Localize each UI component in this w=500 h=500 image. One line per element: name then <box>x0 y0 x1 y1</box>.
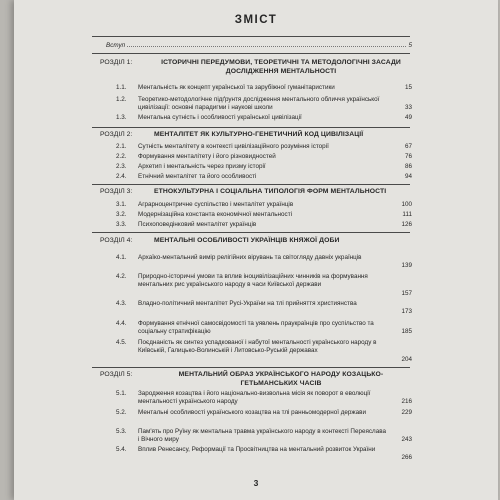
entry-number: 2.4. <box>116 173 127 180</box>
section-title: ЕТНОКУЛЬТУРНА І СОЦІАЛЬНА ТИПОЛОГІЯ ФОРМ МЕНТАЛЬНОСТІ <box>154 188 387 195</box>
entry-title: Сутність менталітету в контексті цивілізаційного розуміння історії <box>138 143 329 150</box>
divider <box>92 127 410 128</box>
entry-number: 3.2. <box>116 211 127 218</box>
entry-title: Природно-історичні умови та вплив іноцивілізаційних чинників на формування ментальних рис українського народу в часи Київської держави <box>138 273 368 289</box>
dot-leader <box>127 42 406 47</box>
divider <box>92 232 410 233</box>
entry-title: Ментальні особливості українського козацтва на тлі ранньомодерної держави <box>138 409 366 416</box>
entry-number: 5.1. <box>116 390 127 397</box>
entry-title: Пам'ять про Руїну як ментальна травма українського народу в контексті Переяслава і Вічного миру <box>138 428 386 444</box>
entry-page: 216 <box>401 398 412 405</box>
entry-page: 204 <box>401 356 412 363</box>
entry-number: 1.2. <box>116 96 127 103</box>
entry-page: 139 <box>401 262 412 269</box>
entry-page: 229 <box>401 409 412 416</box>
entry-title: Формування етнічної самосвідомості та уявлень праукраїнців про суспільство та соціальну стратифікацію <box>138 320 374 336</box>
section-number: РОЗДІЛ 5: <box>100 371 133 378</box>
book-page <box>14 0 498 500</box>
divider <box>92 36 410 37</box>
entry-number: 5.3. <box>116 428 127 435</box>
entry-title: Владно-політичний менталітет Русі-України на тлі прийняття християнства <box>138 300 357 307</box>
entry-title: Ментальність як концепт української та зарубіжної гуманітаристики <box>138 84 335 91</box>
entry-title: Вплив Ренесансу, Реформації та Просвітництва на ментальний розвиток України <box>138 446 376 453</box>
entry-page: 185 <box>401 328 412 335</box>
section-number: РОЗДІЛ 1: <box>100 59 133 66</box>
entry-page: 157 <box>401 290 412 297</box>
section-title: МЕНТАЛЬНІ ОСОБЛИВОСТІ УКРАЇНЦІВ КНЯЖОЇ ДОБИ <box>154 237 340 244</box>
section-number: РОЗДІЛ 2: <box>100 131 133 138</box>
entry-page: 111 <box>402 211 412 218</box>
entry-number: 4.5. <box>116 339 127 346</box>
entry-page: 243 <box>401 436 412 443</box>
entry-title: Психоповедінковий менталітет українців <box>138 221 257 228</box>
entry-title: Архетип і ментальність через призму історії <box>138 163 266 170</box>
entry-page: 173 <box>401 308 412 315</box>
entry-title: Теоретико-методологічне підґрунтя дослідження ментального обличчя української цивілізації: основні парадигми і наукові школи <box>138 96 380 112</box>
entry-page: 49 <box>404 114 412 121</box>
entry-title: Аграрноцентричне суспільство і менталітет українців <box>138 201 294 208</box>
entry-page: 67 <box>404 143 412 150</box>
entry-title: Архаїко-ментальний вимір релігійних вірувань та світогляду давніх українців <box>138 254 362 261</box>
section-title: МЕНТАЛІТЕТ ЯК КУЛЬТУРНО-ГЕНЕТИЧНИЙ КОД ЦИВІЛІЗАЦІЇ <box>154 131 364 138</box>
page-title: ЗМІСТ <box>234 14 278 26</box>
entry-number: 5.4. <box>116 446 127 453</box>
entry-number: 4.4. <box>116 320 127 327</box>
intro-entry[interactable] <box>106 42 412 49</box>
divider <box>92 367 410 368</box>
entry-page: 86 <box>404 163 412 170</box>
entry-number: 1.1. <box>116 84 127 91</box>
entry-number: 2.3. <box>116 163 127 170</box>
entry-number: 5.2. <box>116 409 127 416</box>
entry-number: 2.2. <box>116 153 127 160</box>
entry-page: 100 <box>401 201 412 208</box>
section-title: МЕНТАЛЬНИЙ ОБРАЗ УКРАЇНСЬКОГО НАРОДУ КОЗАЦЬКО-ГЕТЬМАНСЬКИХ ЧАСІВ <box>178 371 384 387</box>
entry-page: 94 <box>404 173 412 180</box>
section-title: ІСТОРИЧНІ ПЕРЕДУМОВИ, ТЕОРЕТИЧНІ ТА МЕТОДОЛОГІЧНІ ЗАСАДИ ДОСЛІДЖЕННЯ МЕНТАЛЬНОСТІ <box>161 59 401 75</box>
page-number: 3 <box>253 478 259 488</box>
entry-page: 266 <box>401 454 412 461</box>
entry-page: 33 <box>404 104 412 111</box>
entry-number: 2.1. <box>116 143 127 150</box>
entry-title: Ментальна сутність і особливості української цивілізації <box>138 114 302 121</box>
entry-title: Модернізаційна константа економічної ментальності <box>138 211 292 218</box>
entry-page: 15 <box>404 84 412 91</box>
entry-number: 4.1. <box>116 254 127 261</box>
entry-number: 4.2. <box>116 273 127 280</box>
entry-number: 1.3. <box>116 114 127 121</box>
entry-title: Етнічний менталітет та його особливості <box>138 173 257 180</box>
intro-page: 5 <box>408 42 412 49</box>
entry-title: Поєднаність як синтез успадкованої і набутої ментальності українського народу в Київській, Галицько-Волинській і Литовсько-Руській державах <box>138 339 377 355</box>
entry-title: Зародження козацтва і його національно-визвольна місія як поворот в еволюції ментальності українського народу <box>138 390 371 406</box>
entry-page: 126 <box>401 221 412 228</box>
entry-title: Формування менталітету і його різновидностей <box>138 153 276 160</box>
entry-page: 76 <box>404 153 412 160</box>
intro-label: Вступ <box>106 42 126 49</box>
entry-number: 4.3. <box>116 300 127 307</box>
entry-number: 3.1. <box>116 201 127 208</box>
entry-number: 3.3. <box>116 221 127 228</box>
divider <box>92 53 410 54</box>
divider <box>92 184 410 185</box>
section-number: РОЗДІЛ 4: <box>100 237 133 244</box>
section-number: РОЗДІЛ 3: <box>100 188 133 195</box>
